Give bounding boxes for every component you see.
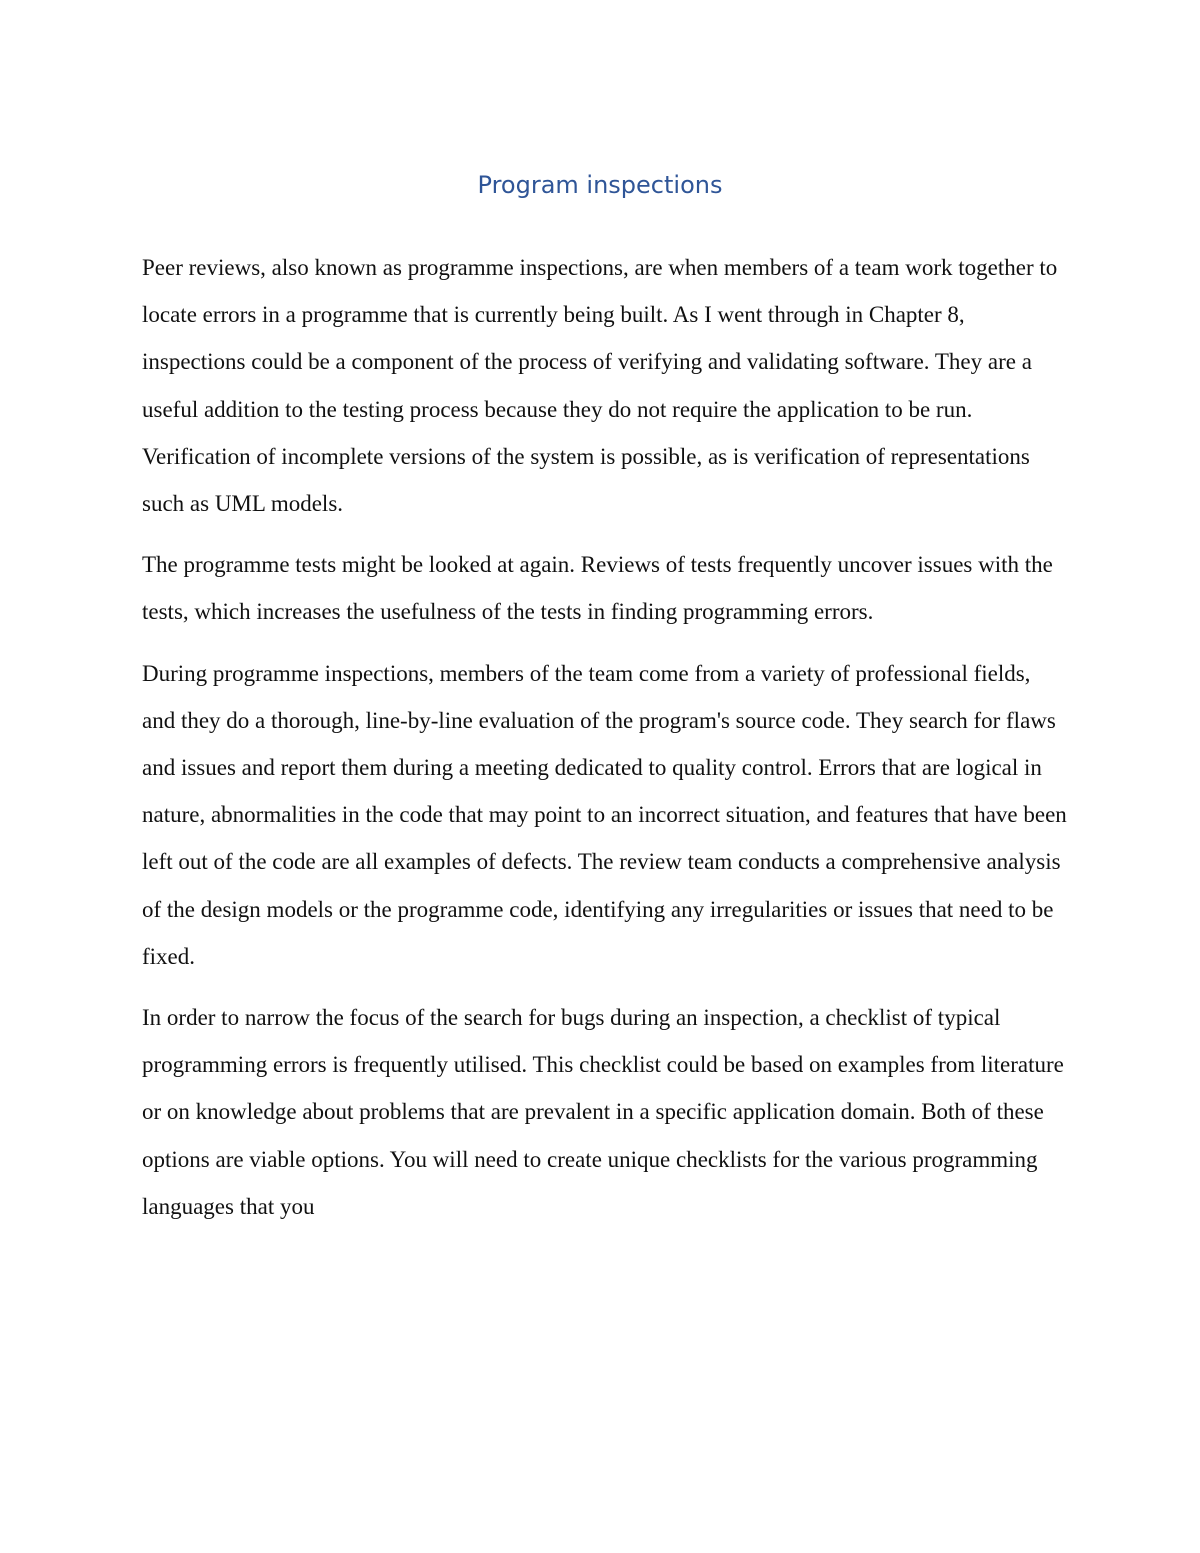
paragraph-peer-reviews: Peer reviews, also known as programme inspections, are when members of a team work together to locate errors in a programme that is currently being built. As I went through in Chapter 8, inspections could be a component of the process of verifying and validating software. They are a useful addition to the testing process because they do not require the application to be run. Verification of incomplete versions of the system is possible, as is verification of representations such as UML models. xyxy=(142,255,1058,517)
paragraph-during-inspections: During programme inspections, members of the team come from a variety of professional fields, and they do a thorough, line-by-line evaluation of the program's source code. They search for flaws and issues and report them during a meeting dedicated to quality control. Errors that are logical in nature, abnormalities in the code that may point to an incorrect situation, and features that have been left out of the code are all examples of defects. The review team conducts a comprehensive analysis of the design models or the programme code, identifying any irregularities or issues that need to be fixed. xyxy=(142,660,1067,969)
document-body xyxy=(142,244,1067,1244)
paragraph-programme-tests: The programme tests might be looked at again. Reviews of tests frequently uncover issues with the tests, which increases the usefulness of the tests in finding programming errors. xyxy=(142,552,1053,625)
paragraph-checklist: In order to narrow the focus of the search for bugs during an inspection, a checklist of typical programming errors is frequently utilised. This checklist could be based on examples from literature or on knowledge about problems that are prevalent in a specific application domain. Both of these options are viable options. You will need to create unique checklists for the various programming languages that you xyxy=(142,1005,1064,1219)
document-title: Program inspections xyxy=(477,171,723,199)
